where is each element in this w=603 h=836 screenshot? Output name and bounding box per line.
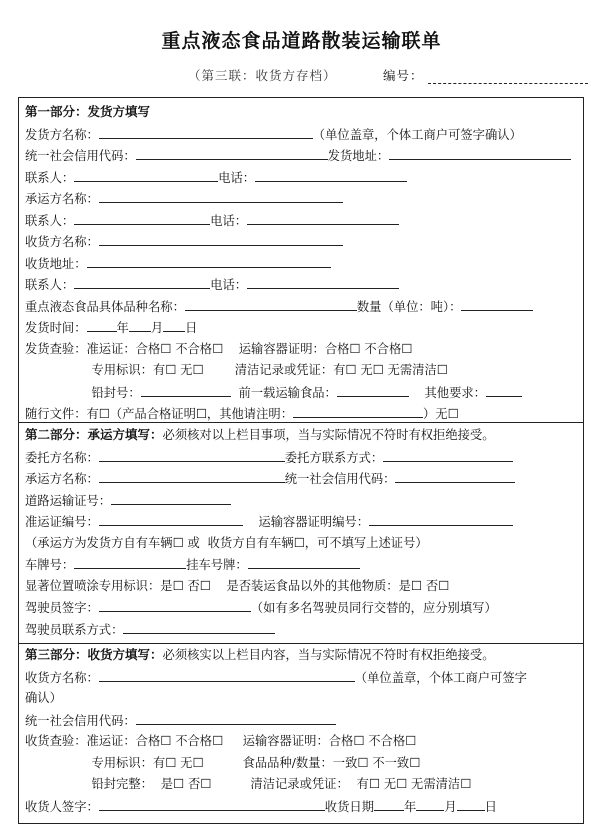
field-label: 委托方名称： (25, 451, 99, 465)
field-label: 确认） (25, 691, 62, 705)
field-label: 数量（单位：吨）： (356, 300, 462, 314)
field-label: 收货人签字： (25, 800, 99, 814)
field-label: 承运方名称： (25, 192, 99, 206)
fill-in-field[interactable] (87, 253, 331, 268)
field-label: 电话： (210, 214, 248, 228)
field-label: 月 (444, 800, 457, 814)
form-frame (18, 97, 584, 824)
field-label: 准运证编号： (25, 515, 99, 529)
fill-in-field[interactable] (395, 468, 515, 483)
form-row (25, 753, 579, 773)
form-row (25, 688, 579, 708)
field-label: 随行文件：有☐（产品合格证明☐，其他请注明： (25, 407, 293, 421)
field-label: 道路运输证号： (25, 494, 112, 508)
fill-in-field[interactable] (123, 619, 275, 634)
field-label: （单位盖章，个体工商户可签字确认） (312, 128, 522, 142)
field-label: （如有多名驾驶员同行交替的，应分别填写） (250, 601, 497, 615)
field-label: 驾驶员联系方式： (25, 623, 124, 637)
field-label: 收货方名称： (25, 235, 99, 249)
field-label: 电话： (218, 171, 256, 185)
fill-in-field[interactable] (163, 317, 185, 332)
fill-in-field[interactable] (293, 403, 423, 418)
field-label: 收货日期 (324, 800, 374, 814)
field-label: 重点液态食品具体品种名称： (25, 300, 185, 314)
field-label: 统一社会信用代码： (25, 149, 136, 163)
fill-in-field[interactable] (111, 490, 231, 505)
field-label: 月 (150, 321, 164, 335)
fill-in-field[interactable] (461, 296, 533, 311)
document-subtitle: （第三联：收货方存档） (188, 68, 337, 83)
fill-in-field[interactable] (74, 167, 218, 182)
fill-in-field[interactable] (74, 274, 210, 289)
form-row (25, 774, 579, 794)
field-label: 日 (484, 800, 497, 814)
form-row (25, 468, 579, 488)
form-row (25, 339, 579, 359)
field-label: 统一社会信用代码： (25, 714, 136, 728)
form-row (25, 731, 579, 751)
fill-in-field[interactable] (185, 296, 357, 311)
form-row (25, 274, 579, 294)
field-label: 发货时间： (25, 321, 87, 335)
section-title: 第二部分：承运方填写： (25, 427, 163, 442)
fill-in-field[interactable] (141, 382, 231, 397)
form-row (25, 511, 579, 531)
field-label: 挂车号牌： (186, 558, 248, 572)
fill-in-field[interactable] (99, 796, 325, 811)
form-row (25, 403, 579, 423)
form-row (25, 667, 579, 687)
field-label: 前一载运输食品： (230, 386, 337, 400)
field-label: 年 (404, 800, 417, 814)
field-label: 联系人： (25, 171, 75, 185)
field-label: 铅封完整： 是☐ 否☐ 清洁记录或凭证： 有☐ 无☐ 无需清洁☐ (25, 777, 472, 791)
field-label: 收货方名称： (25, 671, 99, 685)
field-label: 日 (185, 321, 198, 335)
form-row (25, 317, 579, 337)
fill-in-field[interactable] (416, 796, 444, 811)
fill-in-field[interactable] (99, 597, 251, 612)
fill-in-field[interactable] (136, 710, 336, 725)
form-row (25, 490, 579, 510)
section-header (25, 645, 579, 665)
section-title: 第一部分：发货方填写 (25, 104, 151, 119)
fill-in-field[interactable] (369, 511, 513, 526)
form-row (25, 533, 579, 553)
field-label: 必须核实以上栏目内容，当与实际情况不符时有权拒绝接受。 (162, 648, 495, 662)
fill-in-field[interactable] (74, 210, 210, 225)
form-row (25, 296, 579, 316)
fill-in-field[interactable] (99, 511, 243, 526)
field-label: 统一社会信用代码： (284, 472, 396, 486)
fill-in-field[interactable] (99, 188, 343, 203)
form-row (25, 231, 579, 251)
document-title: 重点液态食品道路散装运输联单 (161, 30, 442, 52)
field-label: 运输容器证明编号： (242, 515, 370, 529)
fill-in-field[interactable] (129, 317, 151, 332)
field-label: 发货查验：准运证：合格☐ 不合格☐ 运输容器证明：合格☐ 不合格☐ (25, 342, 413, 356)
fill-in-field[interactable] (486, 382, 522, 397)
form-row (25, 382, 579, 402)
field-label: （单位盖章，个体工商户可签字 (354, 671, 527, 685)
form-row (25, 167, 579, 187)
field-label: 专用标识：有☐ 无☐ 食品品种/数量：一致☐ 不一致☐ (25, 756, 421, 770)
field-label: 发货方名称： (25, 128, 99, 142)
fill-in-field[interactable] (74, 554, 186, 569)
form-row (25, 124, 579, 144)
field-label: 联系人： (25, 214, 75, 228)
document-number-field[interactable] (428, 71, 588, 84)
form-row (25, 597, 579, 617)
fill-in-field[interactable] (247, 210, 399, 225)
form-row (25, 710, 579, 730)
fill-in-field[interactable] (255, 167, 407, 182)
document-number-label: 编号： (383, 68, 424, 83)
form-row (25, 796, 579, 816)
field-label: 驾驶员签字： (25, 601, 99, 615)
field-label: 必须核对以上栏目事项，当与实际情况不符时有权拒绝接受。 (162, 428, 495, 442)
fill-in-field[interactable] (374, 796, 404, 811)
field-label: 承运方名称： (25, 472, 99, 486)
field-label: 收货查验：准运证：合格☐ 不合格☐ 运输容器证明：合格☐ 不合格☐ (25, 734, 417, 748)
field-label: 专用标识：有☐ 无☐ 清洁记录或凭证：有☐ 无☐ 无需清洁☐ (25, 363, 448, 377)
fill-in-field[interactable] (99, 231, 343, 246)
field-label: 联系人： (25, 278, 75, 292)
field-label: 铅封号： (25, 386, 141, 400)
document-number (383, 66, 588, 84)
section-divider (19, 643, 583, 644)
fill-in-field[interactable] (99, 447, 285, 462)
field-label: （承运方为发货方自有车辆☐ 或 收货方自有车辆☐，可不填写上述证号） (25, 536, 428, 550)
form-row (25, 188, 579, 208)
section-header (25, 425, 579, 445)
fill-in-field[interactable] (247, 274, 399, 289)
fill-in-field[interactable] (383, 447, 513, 462)
field-label: 电话： (210, 278, 248, 292)
form-row (25, 360, 579, 380)
field-label: 车牌号： (25, 558, 75, 572)
fill-in-field[interactable] (136, 145, 328, 160)
form-row (25, 210, 579, 230)
section-title: 第三部分：收货方填写： (25, 647, 163, 662)
form-row (25, 619, 579, 639)
field-label: 收货地址： (25, 257, 87, 271)
form-row (25, 253, 579, 273)
form-row (25, 145, 579, 165)
field-label: 其他要求： (408, 386, 486, 400)
fill-in-field[interactable] (99, 468, 285, 483)
fill-in-field[interactable] (248, 554, 360, 569)
form-row (25, 554, 579, 574)
fill-in-field[interactable] (99, 667, 355, 682)
section-header (25, 102, 579, 122)
fill-in-field[interactable] (337, 382, 409, 397)
field-label: 发货地址： (327, 149, 390, 163)
fill-in-field[interactable] (99, 124, 313, 139)
field-label: 显著位置喷涂专用标识：是☐ 否☐ 是否装运食品以外的其他物质：是☐ 否☐ (25, 579, 450, 593)
fill-in-field[interactable] (457, 796, 485, 811)
field-label: 委托方联系方式： (284, 451, 384, 465)
form-row (25, 576, 579, 596)
field-label: ）无☐ (423, 407, 459, 421)
fill-in-field[interactable] (87, 317, 117, 332)
fill-in-field[interactable] (389, 145, 571, 160)
form-row (25, 447, 579, 467)
field-label: 年 (116, 321, 129, 335)
